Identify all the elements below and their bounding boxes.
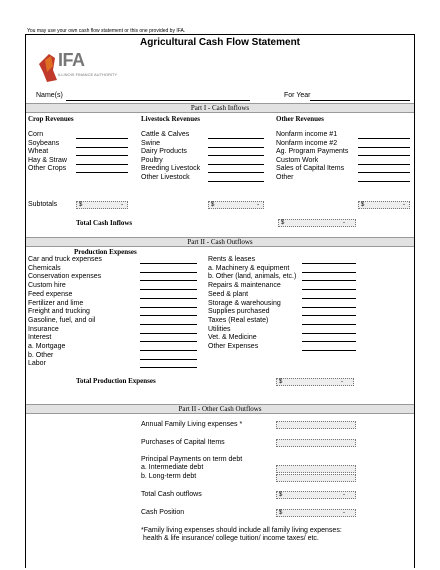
livestock-item-field[interactable]	[208, 155, 264, 156]
production-left-item-field[interactable]	[140, 350, 197, 351]
capital-items-field[interactable]	[276, 439, 356, 447]
part1-header: Part I - Cash Inflows	[26, 103, 414, 113]
other-item-label: Nonfarm income #2	[276, 139, 338, 147]
instruction-note: You may use your own cash flow statement or this one provided by IFA.	[27, 28, 186, 34]
total-production-label: Total Production Expenses	[76, 377, 156, 385]
production-left-item-field[interactable]	[140, 289, 197, 290]
production-right-item-field[interactable]	[302, 263, 356, 264]
total-inflows-label: Total Cash Inflows	[76, 219, 133, 227]
total-inflows-field[interactable]: $ -	[278, 219, 356, 227]
other-item-field[interactable]	[358, 138, 410, 139]
production-left-item-field[interactable]	[140, 324, 197, 325]
livestock-item-label: Breeding Livestock	[141, 165, 201, 172]
production-right-item-label: Seed & plant	[208, 290, 249, 298]
livestock-subtotal-field[interactable]: $ -	[208, 201, 264, 209]
production-left-item-field[interactable]	[140, 272, 197, 273]
other-item-field[interactable]	[358, 147, 410, 148]
production-left-item-field[interactable]	[140, 280, 197, 281]
other-item-field[interactable]	[358, 181, 410, 182]
crop-item-field[interactable]	[76, 164, 128, 165]
logo-abbr: IFA	[58, 50, 85, 70]
production-right-item-field[interactable]	[302, 350, 356, 351]
livestock-item-field[interactable]	[208, 181, 264, 182]
livestock-item-field[interactable]	[208, 138, 264, 139]
production-left-item-label: Freight and trucking	[28, 308, 90, 316]
production-left-item-field[interactable]	[140, 367, 197, 368]
production-left-item-label: Labor	[28, 360, 46, 368]
production-right-item-label: Taxes (Real estate)	[208, 316, 269, 324]
production-left-item-label: Interest	[28, 334, 52, 342]
livestock-item-label: Cattle & Calves	[141, 131, 190, 138]
longterm-field[interactable]	[276, 474, 356, 482]
livestock-item-label: Other Livestock	[141, 173, 190, 181]
crop-item-field[interactable]	[76, 138, 128, 139]
production-right-item-field[interactable]	[302, 324, 356, 325]
part2b-header: Part II - Other Cash Outflows	[26, 404, 414, 414]
family-living-label: Annual Family Living expenses *	[141, 421, 243, 428]
other-item-label: Sales of Capital Items	[276, 165, 345, 172]
ifa-logo-icon	[37, 50, 147, 84]
longterm-label: b. Long-term debt	[141, 473, 197, 480]
production-left-item-field[interactable]	[140, 333, 197, 334]
logo-name: ILLINOIS FINANCE AUTHORITY	[58, 72, 118, 77]
production-right-item-label: Repairs & maintenance	[208, 282, 281, 290]
intermediate-field[interactable]	[276, 465, 356, 473]
crop-item-label: Corn	[28, 131, 44, 138]
production-left-item-label: Conservation expenses	[28, 273, 102, 281]
production-right-item-label: a. Machinery & equipment	[208, 264, 290, 272]
crop-subtotal-field[interactable]: $ -	[76, 201, 128, 209]
livestock-item-label: Swine	[141, 139, 161, 147]
principal-label: Principal Payments on term debt	[141, 456, 243, 463]
production-right-item-field[interactable]	[302, 315, 356, 316]
crop-item-label: Other Crops	[28, 165, 67, 172]
total-outflows-field[interactable]: $ -	[276, 491, 356, 499]
family-living-field[interactable]	[276, 421, 356, 429]
production-right-item-field[interactable]	[302, 333, 356, 334]
production-left-item-label: Fertilizer and lime	[28, 299, 84, 307]
production-right-item-label: Other Expenses	[208, 343, 259, 350]
footnote-1: *Family living expenses should include all family living expenses:	[141, 527, 342, 534]
other-item-field[interactable]	[358, 155, 410, 156]
livestock-item-field[interactable]	[208, 164, 264, 165]
production-left-item-label: Car and truck expenses	[28, 256, 102, 263]
production-right-item-field[interactable]	[302, 307, 356, 308]
livestock-item-label: Dairy Products	[141, 148, 187, 155]
crop-item-label: Hay & Straw	[28, 156, 67, 164]
crop-item-label: Wheat	[28, 148, 49, 155]
page-title: Agricultural Cash Flow Statement	[139, 37, 301, 48]
production-header: Production Expenses	[74, 248, 137, 256]
crop-item-label: Soybeans	[28, 139, 60, 147]
other-item-field[interactable]	[358, 172, 410, 173]
year-label: For Year	[284, 92, 311, 99]
production-left-item-label: b. Other	[28, 351, 54, 359]
capital-items-label: Purchases of Capital Items	[141, 439, 225, 446]
footnote-2: health & life insurance/ college tuition/ income taxes/ etc.	[143, 535, 319, 542]
production-right-item-label: Utilities	[208, 325, 231, 333]
production-left-item-field[interactable]	[140, 263, 197, 264]
production-right-item-label: Vet. & Medicine	[208, 334, 257, 342]
production-right-item-field[interactable]	[302, 272, 356, 273]
other-item-label: Custom Work	[276, 156, 319, 164]
production-right-item-field[interactable]	[302, 298, 356, 299]
production-right-item-field[interactable]	[302, 341, 356, 342]
production-left-item-field[interactable]	[140, 307, 197, 308]
other-subtotal-field[interactable]: $ -	[358, 201, 410, 209]
production-left-item-label: Custom hire	[28, 282, 66, 290]
other-item-label: Ag. Program Payments	[276, 148, 349, 155]
production-left-item-label: a. Mortgage	[28, 343, 66, 350]
intermediate-label: a. Intermediate debt	[141, 464, 204, 471]
production-left-item-label: Gasoline, fuel, and oil	[28, 316, 96, 324]
total-outflows-label: Total Cash outflows	[141, 491, 202, 498]
other-item-label: Nonfarm income #1	[276, 131, 338, 138]
cash-position-label: Cash Position	[141, 509, 185, 516]
total-production-field[interactable]: $ -	[276, 378, 354, 386]
crop-item-field[interactable]	[76, 147, 128, 148]
crop-item-field[interactable]	[76, 155, 128, 156]
production-right-item-label: Storage & warehousing	[208, 299, 281, 307]
production-left-item-field[interactable]	[140, 315, 197, 316]
names-label: Name(s)	[36, 92, 63, 99]
names-field[interactable]	[66, 100, 250, 101]
cash-position-field[interactable]: $ -	[276, 509, 356, 517]
livestock-item-label: Poultry	[141, 156, 163, 164]
production-left-item-field[interactable]	[140, 341, 197, 342]
crop-header: Crop Revenues	[28, 115, 74, 123]
other-item-label: Other	[276, 173, 294, 181]
production-right-item-label: b. Other (land, animals, etc.)	[208, 273, 297, 281]
production-left-item-label: Insurance	[28, 325, 59, 333]
production-left-item-label: Feed expense	[28, 290, 73, 298]
production-left-item-field[interactable]	[140, 298, 197, 299]
livestock-header: Livestock Revenues	[141, 115, 200, 123]
other-header: Other Revenues	[276, 115, 324, 123]
other-item-field[interactable]	[358, 164, 410, 165]
production-right-item-field[interactable]	[302, 289, 356, 290]
production-right-item-label: Rents & leases	[208, 256, 256, 263]
livestock-item-field[interactable]	[208, 147, 264, 148]
year-field[interactable]	[310, 100, 410, 101]
part2-header: Part II - Cash Outflows	[26, 237, 414, 247]
production-left-item-field[interactable]	[140, 359, 197, 360]
livestock-item-field[interactable]	[208, 172, 264, 173]
production-left-item-label: Chemicals	[28, 264, 61, 272]
crop-item-field[interactable]	[76, 172, 128, 173]
production-right-item-label: Supplies purchased	[208, 308, 270, 316]
production-right-item-field[interactable]	[302, 280, 356, 281]
subtotals-label: Subtotals	[28, 201, 58, 208]
